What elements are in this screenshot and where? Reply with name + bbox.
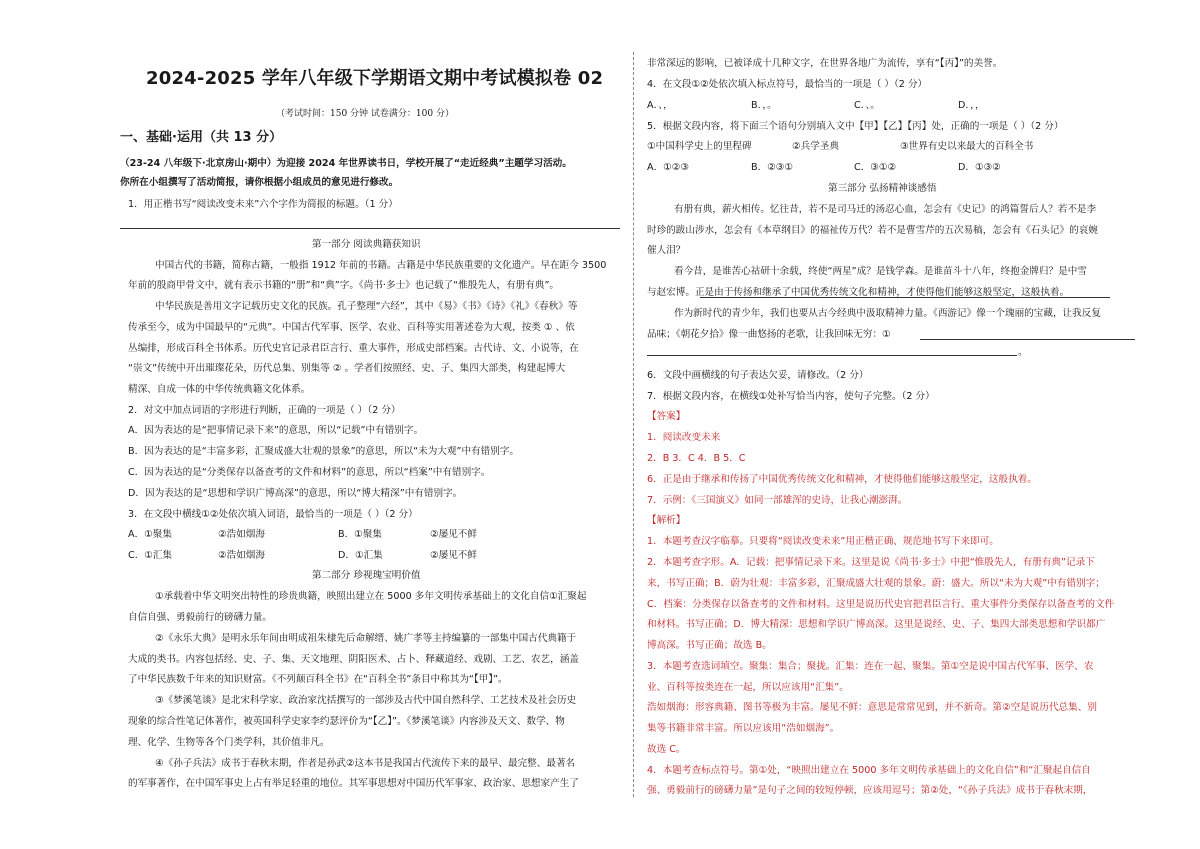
option-d: D．因为表达的是“思想和学识广博高深”的意思，所以“博大精深”中有错别字。 <box>128 488 463 499</box>
paragraph-line: 大成的类书。内容包括经、史、子、集、天文地理、阴阳医术、占卜、释藏道经、戏剧、工艺、农艺，涵盖 <box>128 654 579 665</box>
option-d-2: ②屡见不鲜 <box>430 550 477 561</box>
option-b: B．因为表达的是“丰富多彩，汇聚成盛大壮观的景象”的意思，所以“未为大观”中有错别字。 <box>128 446 520 457</box>
blank-line <box>920 339 1135 340</box>
paragraph-line: 催人泪？ <box>647 245 686 256</box>
answer-line: 2．B 3．C 4．B 5．C <box>647 453 746 464</box>
paragraph-line: 。 <box>1018 347 1028 358</box>
option-c: C．、。 <box>854 100 880 111</box>
analysis-line: 4．本题考查标点符号。第①处，“映照出建立在 5000 多年文明传承基础上的文化自信”和“汇聚起自信自 <box>647 765 1091 776</box>
option-d: D．，， <box>958 100 985 111</box>
option-b: B．②③① <box>751 162 793 173</box>
paragraph-line: 有册有典，薪火相传。忆往昔，若不是司马迁的汤忍心血，怎会有《史记》的鸿篇誓后人？若不是李 <box>674 204 1097 215</box>
paragraph-line: ①承载着中华文明突出特性的珍贵典籍，映照出建立在 5000 多年文明传承基础上的文化自信①汇聚起 <box>155 591 587 602</box>
analysis-line: C．档案：分类保存以备查考的文件和材料。这里是说历代史官把君臣言行、重大事件分类保存以备查考的文件 <box>647 599 1115 610</box>
part3-heading: 第三部分 弘扬精神谈感悟 <box>828 183 937 194</box>
paragraph-line: 年前的殷商甲骨文中，就有表示书籍的“册”和“典”字。《尚书·多士》也记载了“惟殷先人，有册有典”。 <box>128 280 560 291</box>
option-a: A．、， <box>647 100 673 111</box>
option-c: C．因为表达的是“分类保存以备查考的文件和材料”的意思，所以“档案”中有错别字。 <box>128 467 491 478</box>
option-d: D．①汇集 <box>338 550 383 561</box>
analysis-line: 和材料。书写正确；D．博大精深：思想和学识广博高深。这里是说经、史、子、集四大部类思想和学识都广 <box>647 619 1106 630</box>
part2-heading: 第二部分 珍视瑰宝明价值 <box>312 570 421 581</box>
paragraph-line: “崇文”传统中开出璀璨花朵，历代总集、别集等 ② 。学者们按照经、史、子、集四大部类，构建起博大 <box>128 363 566 374</box>
part1-heading: 第一部分 阅读典籍获知识 <box>312 239 421 250</box>
blank-line <box>647 355 1017 356</box>
option-b: B．，。 <box>751 100 777 111</box>
paragraph-line: 丛编排，形成百科全书体系。历代史官记录君臣言行、重大事件，形成史部档案。古代诗、文、小说等，在 <box>128 343 579 354</box>
analysis-line: 故选 C。 <box>647 744 686 755</box>
paragraph-line: 自信自强、勇毅前行的磅礴力量。 <box>128 612 272 623</box>
paragraph-line: ③《梦溪笔谈》是北宋科学家、政治家沈括撰写的一部涉及古代中国自然科学、工艺技术及社会历史 <box>155 695 577 706</box>
paragraph-line: 中国古代的书籍，简称古籍，一般指 1912 年前的书籍。古籍是中华民族重要的文化遗产。早在距今 3500 <box>155 260 607 271</box>
option-c: C．③①② <box>854 162 897 173</box>
exam-info: （考试时间：150 分钟 试卷满分：100 分） <box>276 109 454 119</box>
section-heading: 一、基础·运用（共 13 分） <box>120 130 283 145</box>
paragraph-line: 看今昔，是谁苦心祜研十余载，终使“两星”成？是钱学森。是谁苗斗十八年，终抱金牌归？是中雪 <box>674 266 1087 277</box>
paragraph-line: ④《孙子兵法》成书于春秋末期，作者是孙武②这本书是我国古代流传下来的最早、最完整、最著名 <box>155 758 576 769</box>
answer-line: 7．示例：《三国演义》如同一部雄浑的史诗，让我心潮澎湃。 <box>647 495 908 506</box>
paragraph-line: 时珍的跋山涉水，怎会有《本草纲目》的福祉传万代？若不是曹雪芹的五次易稿，怎会有《石头记》的哀婉 <box>647 225 1098 236</box>
analysis-line: 浩如烟海：形容典籍、图书等极为丰富。屡见不鲜：意思是常常见到，并不新奇。第②空是说历代总集、别 <box>647 702 1097 713</box>
answer-line <box>120 228 620 229</box>
option-b: B．①聚集 <box>338 529 382 540</box>
page-title: 2024-2025 学年八年级下学期语文期中考试模拟卷 02 <box>146 68 604 89</box>
option-c: C．①汇集 <box>128 550 173 561</box>
option-a: A．①聚集 <box>128 529 172 540</box>
question-6: 6．文段中画横线的句子表达欠妥，请修改。（2 分） <box>647 370 869 381</box>
analysis-line: 3．本题考查选词填空。聚集：集合；聚拢。汇集：连在一起、聚集。第①空是说中国古代军事、医学、农 <box>647 661 1094 672</box>
analysis-line: 1．本题考查汉字临摹。只要将“阅读改变未来”用正楷正确、规范地书写下来即可。 <box>647 536 999 547</box>
intro-line: 你所在小组撰写了活动简报，请你根据小组成员的意见进行修改。 <box>120 177 399 188</box>
answer-line: 1．阅读改变未来 <box>647 432 721 443</box>
analysis-line: 2．本题考查字形。A．记载：把事情记录下来。这里是说《尚书·多士》中把“惟殷先人，有册有典”记录下 <box>647 557 1095 568</box>
answer-line: 6．正是由于继承和传扬了中国优秀传统文化和精神，才使得他们能够这般坚定，这般执着。 <box>647 474 1037 485</box>
analysis-line: 来，书写正确；B．蔚为壮观：丰富多彩，汇聚成盛大壮观的景象。蔚：盛大。所以“未为大观”中有错别字； <box>647 578 1105 589</box>
option-a: A．因为表达的是“把事情记录下来”的意思，所以“记载”中有错别字。 <box>128 425 424 436</box>
answer-heading: 【答案】 <box>647 411 686 422</box>
column-divider <box>633 52 634 797</box>
paragraph-line: 精深、自成一体的中华传统典籍文化体系。 <box>128 384 311 395</box>
sentence-option: ③世界有史以来最大的百科全书 <box>900 141 1034 152</box>
paragraph-line: 非常深远的影响，已被译成十几种文字，在世界各地广为流传，享有“【丙】”的美誉。 <box>647 58 1003 69</box>
question-5: 5．根据文段内容，将下面三个语句分别填入文中【甲】【乙】【丙】处，正确的一项是（ ）（2 分） <box>647 121 1064 132</box>
analysis-line: 强、勇毅前行的磅礴力量”是句子之间的较短停顿，应该用逗号；第②处，“《孙子兵法》成书于春秋末期， <box>647 785 1093 796</box>
option-d: D．①③② <box>958 162 1001 173</box>
question-4: 4．在文段①②处依次填入标点符号，最恰当的一项是（ ）（2 分） <box>647 79 928 90</box>
question-1: 1．用正楷书写“阅读改变未来”六个字作为简报的标题。（1 分） <box>128 199 398 210</box>
intro-line: （23-24 八年级下·北京房山·期中）为迎接 2024 年世界读书日，学校开展了“走近经典”主题学习活动。 <box>120 158 572 169</box>
analysis-line: 业、百科等按类连在一起，所以应该用“汇集”。 <box>647 682 849 693</box>
option-c-2: ②浩如烟海 <box>218 550 265 561</box>
paragraph-line: 理、化学、生物等各个门类学科，其价值非凡。 <box>128 737 330 748</box>
paragraph-line: 品味；《朝花夕拾》像一曲悠扬的老歌，让我回味无穷：① <box>647 329 891 340</box>
question-2: 2．对文中加点词语的字形进行判断，正确的一项是（ ）（2 分） <box>128 405 401 416</box>
sentence-underline <box>700 297 1110 298</box>
analysis-line: 博高深。书写正确；故选 B。 <box>647 640 772 651</box>
paragraph-line: 传承至今，成为中国最早的“元典”。中国古代军事、医学、农业、百科等实用著述卷为大观，按类 ① 、依 <box>128 322 575 333</box>
analysis-line: 集等书籍非常丰富。所以应该用“浩如烟海”。 <box>647 723 840 734</box>
sentence-option: ②兵学圣典 <box>792 141 839 152</box>
paragraph-line: 中华民族是善用文字记载历史文化的民族。孔子整理“六经”，其中《易》《书》《诗》《礼》《春秋》等 <box>155 301 578 312</box>
option-b-2: ②屡见不鲜 <box>430 529 477 540</box>
paragraph-line: 作为新时代的青少年，我们也要从古今经典中汲取精神力量。《西游记》像一个瑰丽的宝藏，让我反复 <box>674 308 1101 319</box>
option-a: A．①②③ <box>647 162 689 173</box>
paragraph-line: 现象的综合性笔记体著作，被英国科学史家李约瑟评价为“【乙】”。《梦溪笔谈》内容涉及天文、数学、物 <box>128 716 565 727</box>
analysis-heading: 【解析】 <box>647 515 686 526</box>
paragraph-line: 了中华民族数千年来的知识财富。《不列颠百科全书》在“百科全书”条目中称其为“【甲】”。 <box>128 674 508 685</box>
paragraph-line: ②《永乐大典》是明永乐年间由明成祖朱棣先后命解缙、姚广孝等主持编纂的一部集中国古代典籍于 <box>155 633 577 644</box>
paragraph-line: 与赵宏博。正是由于传扬和继承了中国优秀传统文化和精神，才使得他们能够这般坚定，这般执着。 <box>647 287 1070 298</box>
sentence-option: ①中国科学史上的里程碑 <box>647 141 752 152</box>
paragraph-line: 的军事著作，在中国军事史上占有举足轻重的地位。其军事思想对中国历代军事家、政治家、思想家产生了 <box>128 778 579 789</box>
question-3: 3．在文段中横线①②处依次填入词语，最恰当的一项是（ ）（2 分） <box>128 509 418 520</box>
question-7: 7．根据文段内容，在横线①处补写恰当内容，使句子完整。（2 分） <box>647 391 935 402</box>
option-a-2: ②浩如烟海 <box>218 529 265 540</box>
